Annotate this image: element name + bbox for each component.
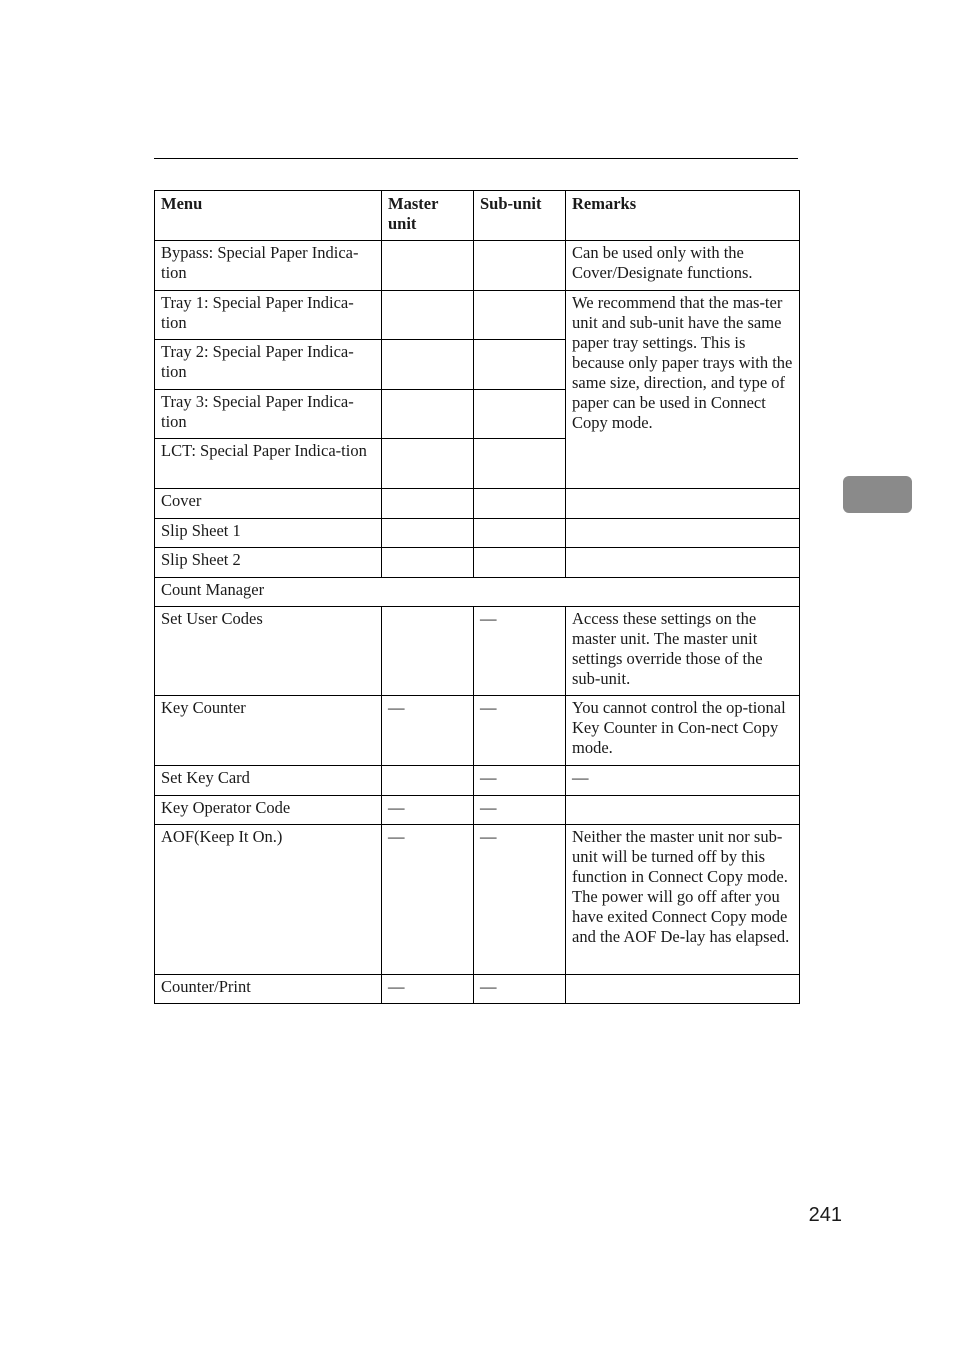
remarks-cell xyxy=(566,489,800,519)
master-cell xyxy=(382,607,474,696)
table-row xyxy=(155,825,800,975)
remarks-cell xyxy=(566,975,800,1004)
sub-cell xyxy=(474,241,566,291)
menu-cell: Counter/Print xyxy=(155,975,382,1004)
menu-cell: AOF(Keep It On.) xyxy=(155,825,382,975)
sub-cell: — xyxy=(474,825,566,975)
master-cell xyxy=(382,519,474,548)
master-cell: — xyxy=(382,975,474,1004)
menu-cell: Slip Sheet 2 xyxy=(155,548,382,578)
table-row xyxy=(155,489,800,519)
master-cell xyxy=(382,291,474,340)
menu-cell: LCT: Special Paper Indica-tion xyxy=(155,439,382,489)
header-sub-unit: Sub-unit xyxy=(474,191,566,241)
menu-cell: Key Operator Code xyxy=(155,796,382,825)
sub-cell xyxy=(474,548,566,578)
remarks-cell xyxy=(566,548,800,578)
master-cell xyxy=(382,766,474,796)
menu-cell: Set Key Card xyxy=(155,766,382,796)
header-master-unit: Master unit xyxy=(382,191,474,241)
table-row xyxy=(155,548,800,578)
sub-cell: — xyxy=(474,796,566,825)
menu-cell: Tray 2: Special Paper Indica-tion xyxy=(155,340,382,390)
sub-cell xyxy=(474,489,566,519)
section-heading: Count Manager xyxy=(155,578,800,607)
master-cell xyxy=(382,241,474,291)
menu-cell: Slip Sheet 1 xyxy=(155,519,382,548)
sub-cell: — xyxy=(474,766,566,796)
table-row xyxy=(155,696,800,766)
sub-cell: — xyxy=(474,975,566,1004)
menu-cell: Tray 3: Special Paper Indica-tion xyxy=(155,390,382,439)
master-cell: — xyxy=(382,696,474,766)
menu-cell: Tray 1: Special Paper Indica-tion xyxy=(155,291,382,340)
sub-cell xyxy=(474,519,566,548)
table-row xyxy=(155,241,800,291)
section-row xyxy=(155,578,800,607)
table-row xyxy=(155,796,800,825)
sub-cell xyxy=(474,291,566,340)
menu-cell: Set User Codes xyxy=(155,607,382,696)
master-cell: — xyxy=(382,796,474,825)
table-row xyxy=(155,975,800,1004)
header-rule xyxy=(154,158,798,159)
master-cell xyxy=(382,489,474,519)
master-cell xyxy=(382,439,474,489)
remarks-cell: Neither the master unit nor sub-unit will be turned off by this function in Connect Copy mode. The power will go off after you have exited Connect Copy mode and the AOF De-lay has elapsed. xyxy=(566,825,800,975)
chapter-tab xyxy=(843,476,912,513)
remarks-cell: We recommend that the mas-ter unit and sub-unit have the same paper tray settings. This is because only paper trays with the same size, direction, and type of paper can be used in Connect Copy mode. xyxy=(566,291,800,489)
menu-cell: Key Counter xyxy=(155,696,382,766)
remarks-cell xyxy=(566,519,800,548)
remarks-cell: You cannot control the op-tional Key Counter in Con-nect Copy mode. xyxy=(566,696,800,766)
sub-cell: — xyxy=(474,607,566,696)
master-cell xyxy=(382,340,474,390)
master-cell: — xyxy=(382,825,474,975)
master-cell xyxy=(382,548,474,578)
sub-cell: — xyxy=(474,696,566,766)
sub-cell xyxy=(474,439,566,489)
settings-table xyxy=(154,190,800,1004)
page-number: 241 xyxy=(808,1204,842,1226)
table-row xyxy=(155,766,800,796)
table-row xyxy=(155,607,800,696)
remarks-cell: Can be used only with the Cover/Designate functions. xyxy=(566,241,800,291)
remarks-cell: — xyxy=(566,766,800,796)
remarks-cell: Access these settings on the master unit. The master unit settings override those of the sub-unit. xyxy=(566,607,800,696)
table-row xyxy=(155,519,800,548)
header-menu: Menu xyxy=(155,191,382,241)
table-header-row xyxy=(155,191,800,241)
menu-cell: Cover xyxy=(155,489,382,519)
menu-cell: Bypass: Special Paper Indica-tion xyxy=(155,241,382,291)
remarks-cell xyxy=(566,796,800,825)
table-row xyxy=(155,291,800,340)
sub-cell xyxy=(474,340,566,390)
sub-cell xyxy=(474,390,566,439)
header-remarks: Remarks xyxy=(566,191,800,241)
master-cell xyxy=(382,390,474,439)
